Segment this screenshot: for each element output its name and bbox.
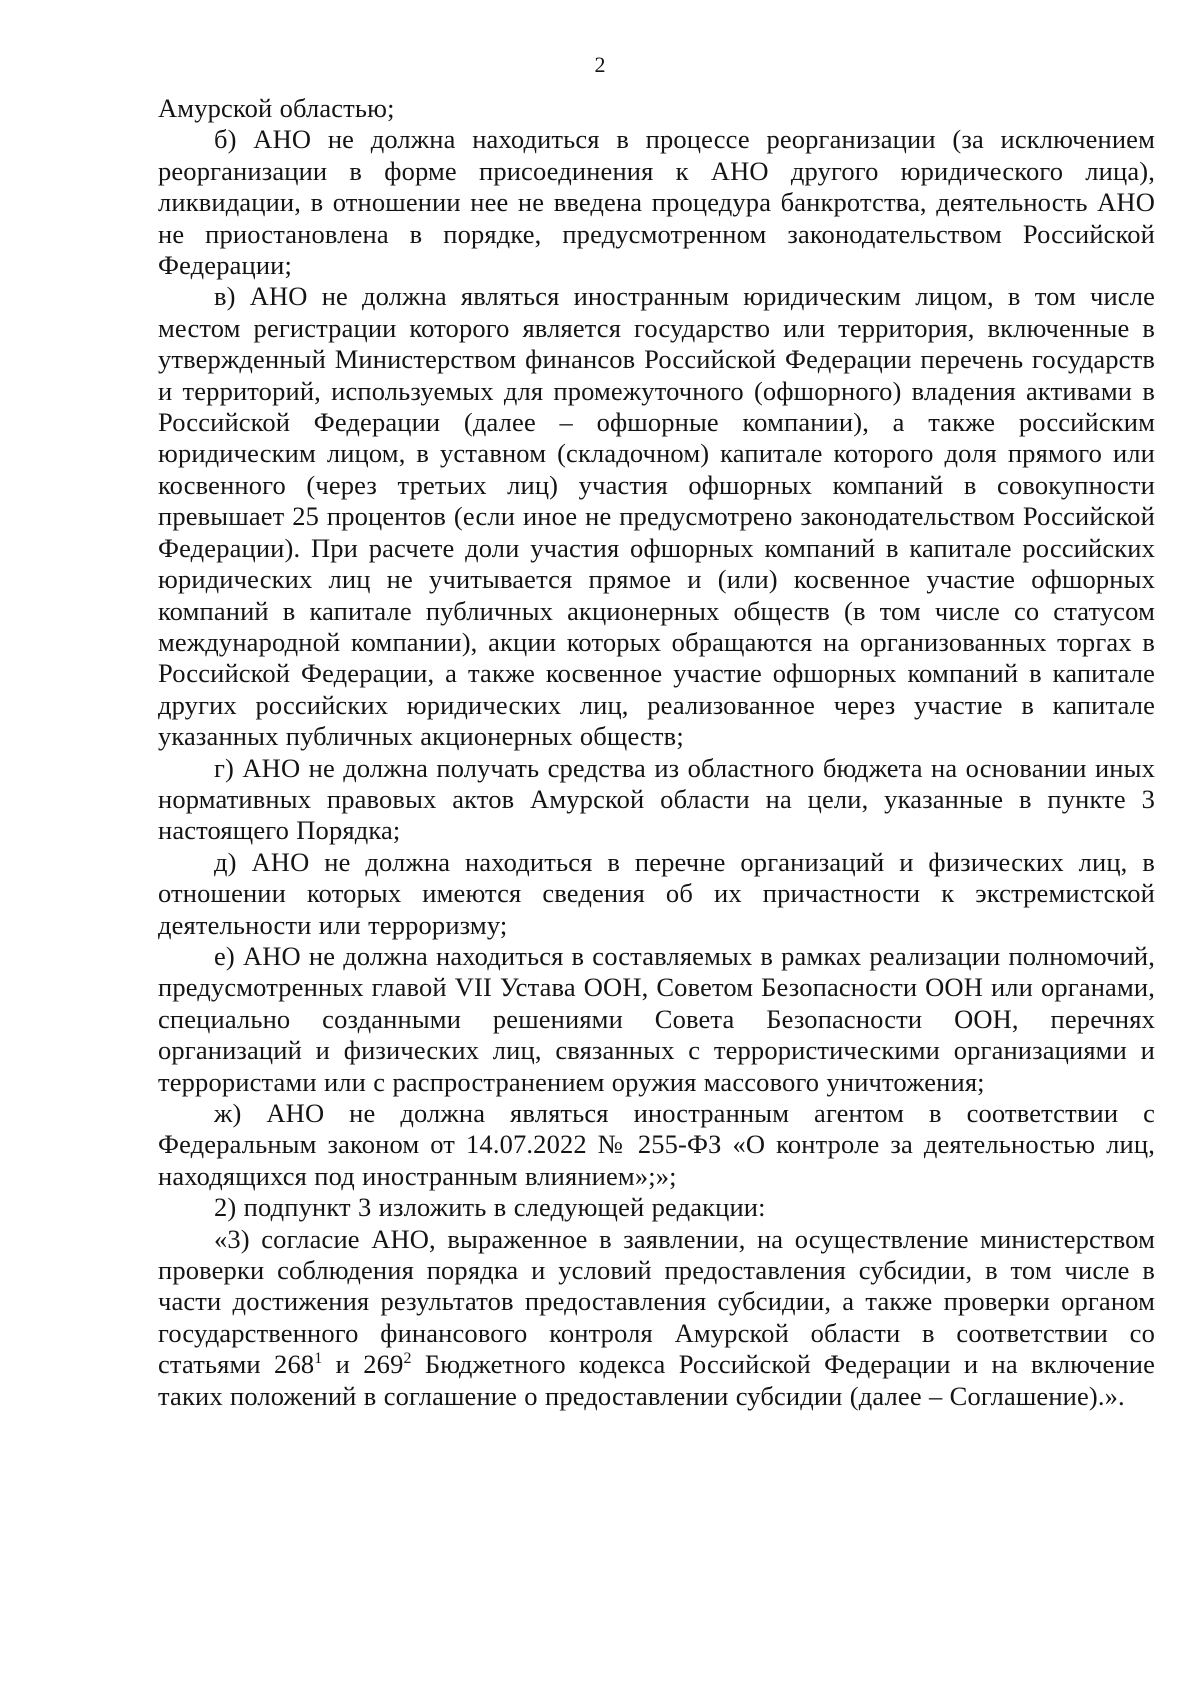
superscript-2: 2 [403,1350,412,1368]
paragraph-item-b: б) АНО не должна находиться в процессе реорганизации (за исключением реорганизации в форме присоединения к АНО другого юридического лица), ликвидации, в отношении нее не введена процедура банкротства, деятельность АНО не приостановлена в порядке, предусмотренном законодательством Российской Федерации; [158,124,1155,281]
paragraph-item-3-text-start: «3) согласие АНО, выраженное в заявлении, на осуществление министерством проверки соблюдения порядка и условий предоставления субсидии, в том числе в части достижения результатов предоставления субсидии, а также проверки органом государственного финансового контроля Амурской области в соответствии со статьями 268 [158,1223,1155,1380]
paragraph-item-3-text-end: Бюджетного кодекса Российской Федерации и на включение таких положений в соглашение о предоставлении субсидии (далее – Соглашение).». [158,1349,1155,1411]
paragraph-item-g: г) АНО не должна получать средства из областного бюджета на основании иных нормативных правовых актов Амурской области на цели, указанные в пункте 3 настоящего Порядка; [158,752,1155,846]
paragraph-item-v: в) АНО не должна являться иностранным юридическим лицом, в том числе местом регистрации которого является государство или территория, включенные в утвержденный Министерством финансов Российской Федерации перечень государств и территорий, используемых для промежуточного (офшорного) владения активами в Российской Федерации (далее – офшорные компании), а также российским юридическим лицом, в уставном (складочном) капитале которого доля прямого или косвенного (через третьих лиц) участия офшорных компаний в совокупности превышает 25 процентов (если иное не предусмотрено законодательством Российской Федерации). При расчете доли участия офшорных компаний в капитале российских юридических лиц не учитывается прямое и (или) косвенное участие офшорных компаний в капитале публичных акционерных обществ (в том числе со статусом международной компании), акции которых обращаются на организованных торгах в Российской Федерации, а также косвенное участие офшорных компаний в капитале других российских юридических лиц, реализованное через участие в капитале указанных публичных акционерных обществ; [158,281,1155,752]
paragraph-item-zh: ж) АНО не должна являться иностранным агентом в соответствии с Федеральным законом от 14.07.2022 № 255-ФЗ «О контроле за деятельностью лиц, находящихся под иностранным влиянием»;»; [158,1098,1155,1191]
paragraph-item-e: е) АНО не должна находиться в составляемых в рамках реализации полномочий, предусмотренных главой VII Устава ООН, Советом Безопасности ООН или органами, специально созданными решениями Совета Безопасности ООН, перечнях организаций и физических лиц, связанных с террористическими организациями и террористами или с распространением оружия массового уничтожения; [158,940,1155,1097]
page-number: 2 [594,52,606,77]
paragraph-continuation: Амурской областью; [158,93,395,123]
paragraph-item-d: д) АНО не должна находиться в перечне организаций и физических лиц, в отношении которых имеются сведения об их причастности к экстремистской деятельности или терроризму; [158,846,1155,940]
paragraph-amendment-2: 2) подпункт 3 изложить в следующей редакции: [214,1192,766,1223]
document-body [158,93,1155,1412]
paragraph-item-3-text-middle: и 269 [322,1349,404,1380]
paragraph-item-3-quote [158,1224,1155,1412]
superscript-1: 1 [314,1350,323,1368]
